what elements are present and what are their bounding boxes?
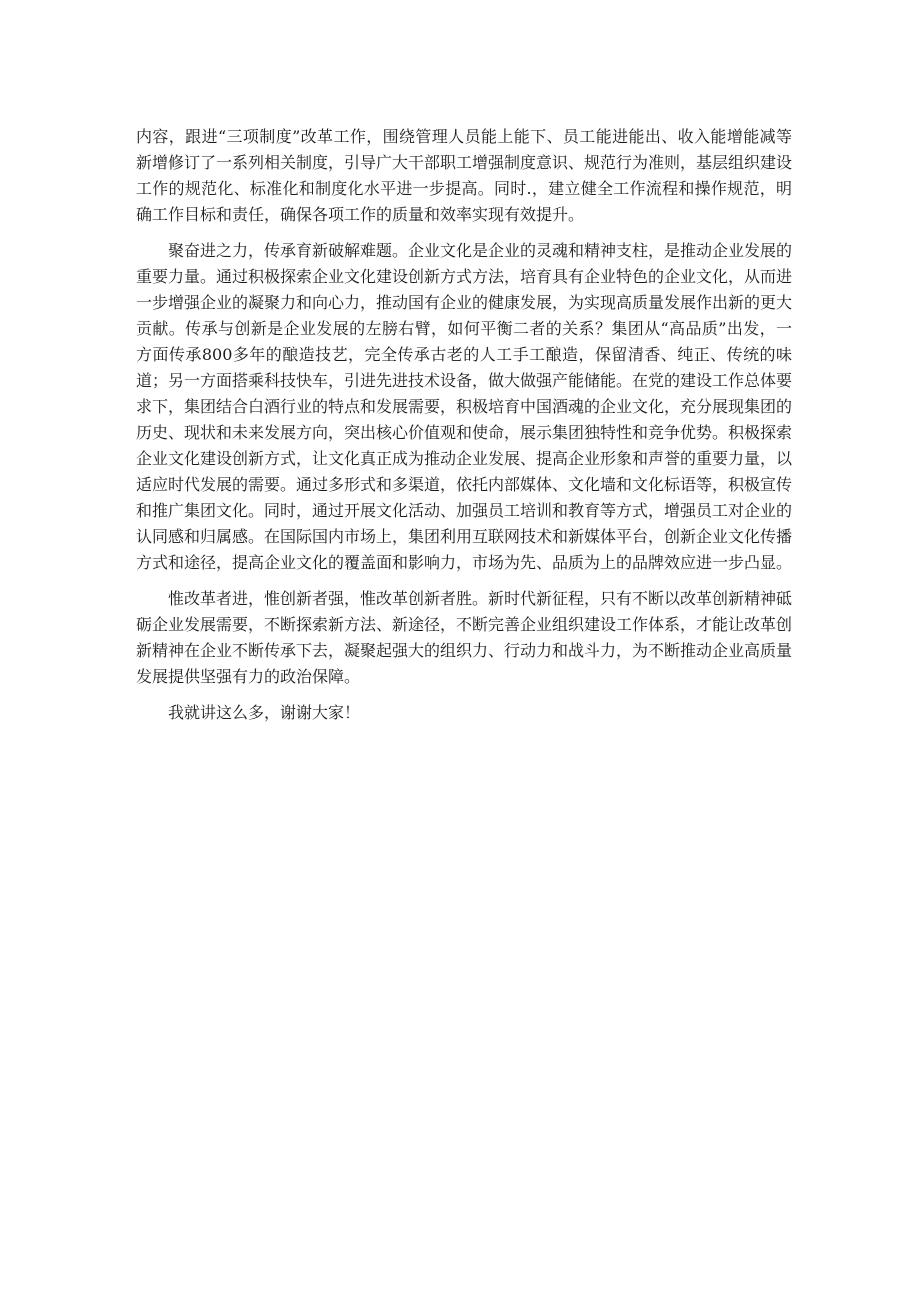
paragraph-corporate-culture: 聚奋进之力，传承育新破解难题。企业文化是企业的灵魂和精神支柱，是推动企业发展的重要力量。通过积极探索企业文化建设创新方式方法，培育具有企业特色的企业文化，从而进一步增强企业的凝聚力和向心力，推动国有企业的健康发展，为实现高质量发展作出新的更大贡献。传承与创新是企业发展的左膀右臂，如何平衡二者的关系？集团从“高品质”出发，一方面传承800多年的酿造技艺，完全传承古老的人工手工酿造，保留清香、纯正、传统的味道；另一方面搭乘科技快车，引进先进技术设备，做大做强产能储能。在党的建设工作总体要求下，集团结合白酒行业的特点和发展需要，积极培育中国酒魂的企业文化，充分展现集团的历史、现状和未来发展方向，突出核心价值观和使命，展示集团独特性和竞争优势。积极探索企业文化建设创新方式，让文化真正成为推动企业发展、提高企业形象和声誉的重要力量，以适应时代发展的需要。通过多形式和多渠道，依托内部媒体、文化墙和文化标语等，积极宣传和推广集团文化。同时，通过开展文化活动、加强员工培训和教育等方式，增强员工对企业的认同感和归属感。在国际国内市场上，集团利用互联网技术和新媒体平台，创新企业文化传播方式和途径，提高企业文化的覆盖面和影响力，市场为先、品质为上的品牌效应进一步凸显。 (136, 241, 793, 572)
document-body (136, 124, 792, 736)
paragraph-reform-innovation: 惟改革者进，惟创新者强，惟改革创新者胜。新时代新征程，只有不断以改革创新精神砥砺企业发展需要，不断探索新方法、新途径，不断完善企业组织建设工作体系，才能让改革创新精神在企业不断传承下去，凝聚起强大的组织力、行动力和战斗力，为不断推动企业高质量发展提供坚强有力的政治保障。 (136, 589, 793, 686)
paragraph-closing: 我就讲这么多，谢谢大家！ (168, 703, 361, 722)
paragraph-continuation: 内容，跟进“三项制度”改革工作，围绕管理人员能上能下、员工能进能出、收入能增能减等新增修订了一系列相关制度，引导广大干部职工增强制度意识、规范行为准则，基层组织建设工作的规范化、标准化和制度化水平进一步提高。同时.，建立健全工作流程和操作规范，明确工作目标和责任，确保各项工作的质量和效率实现有效提升。 (136, 127, 793, 224)
